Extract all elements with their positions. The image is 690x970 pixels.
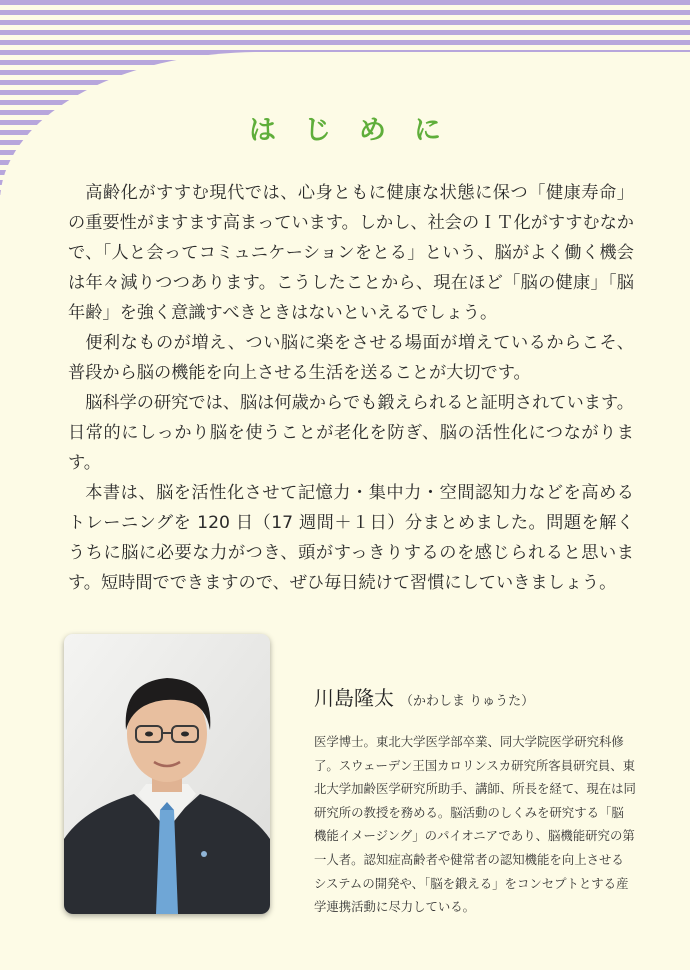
author-name-reading: （かわしま りゅうた） — [400, 694, 535, 709]
intro-text — [68, 178, 634, 598]
intro-paragraph: 便利なものが増え、つい脳に楽をさせる場面が増えているからこそ、普段から脳の機能を向上させる生活を送ることが大切です。 — [68, 333, 634, 383]
page-title: はじめに — [249, 115, 469, 146]
intro-paragraph: 高齢化がすすむ現代では、心身ともに健康な状態に保つ「健康寿命」の重要性がますます高まっています。しかし、社会のＩＴ化がすすむなかで、「人と会ってコミュニケーションをとる」という、脳がよく働く機会は年々減りつつあります。こうしたことから、現在ほど「脳の健康」「脳年齢」を強く意識すべきときはないといえるでしょう。 — [68, 183, 634, 323]
intro-paragraph: 本書は、脳を活性化させて記憶力・集中力・空間認知力などを高めるトレーニングを 120 日（17 週間＋１日）分まとめました。問題を解くうちに脳に必要な力がつき、頭がすっきりするのを感じられると思います。短時間でできますので、ぜひ毎日続けて習慣にしていきましょう。 — [68, 483, 634, 593]
intro-paragraph: 脳科学の研究では、脳は何歳からでも鍛えられると証明されています。日常的にしっかり脳を使うことが老化を防ぎ、脳の活性化につながります。 — [68, 393, 634, 473]
author-photo — [64, 634, 270, 914]
author-name-line — [314, 682, 534, 711]
author-name: 川島隆太 — [314, 686, 394, 710]
author-bio: 医学博士。東北大学医学部卒業、同大学院医学研究科修了。スウェーデン王国カロリンスカ研究所客員研究員、東北大学加齢医学研究所助手、講師、所長を経て、現在は同研究所の教授を務める。脳活動のしくみを研究する「脳機能イメージング」のパイオニアであり、脳機能研究の第一人者。認知症高齢者や健常者の認知機能を向上させるシステムの開発や、「脳を鍛える」をコンセプトとする産学連携活動に尽力している。 — [314, 734, 636, 915]
